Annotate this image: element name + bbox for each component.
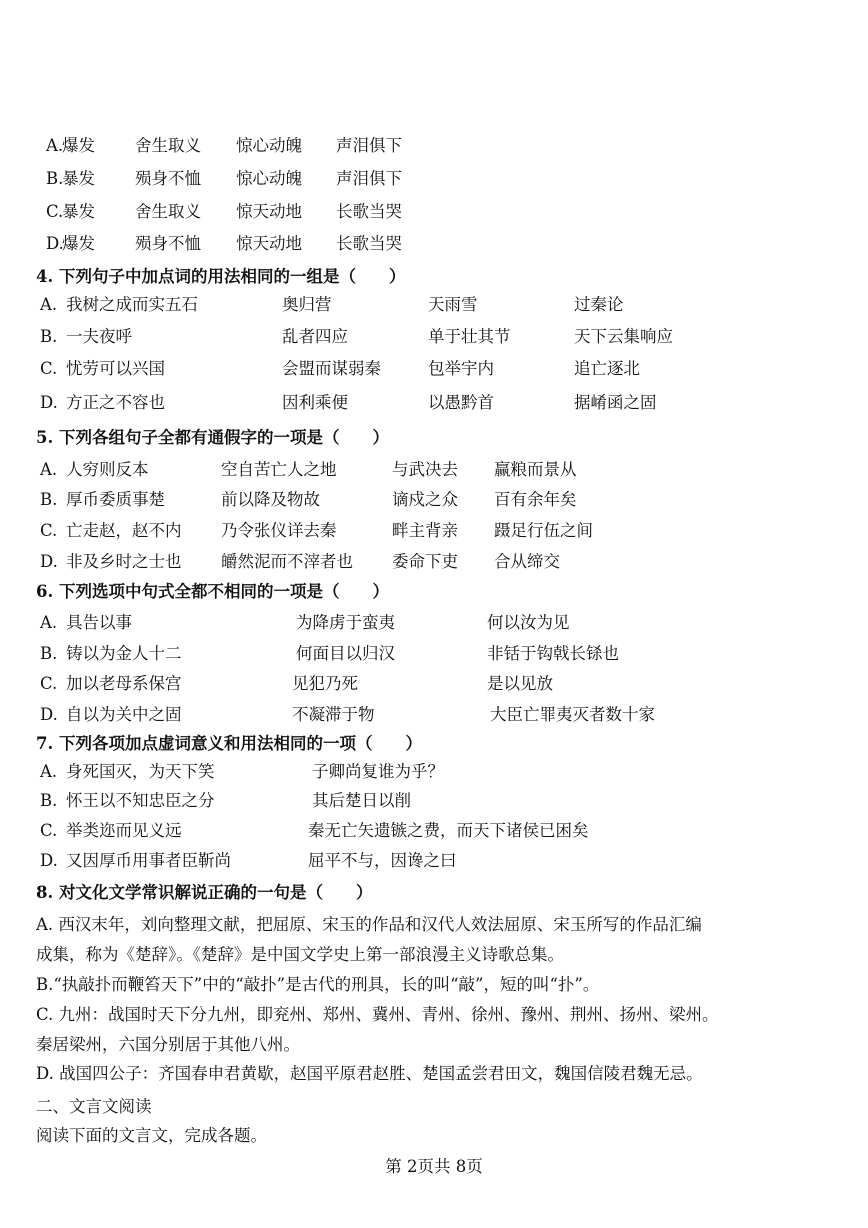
q7-option-c: C. 举类迩而见义远 秦无亡矢遗镞之费，而天下诸侯已困矣 xyxy=(40,821,589,840)
q6-option-c: C. 加以老母系保宫 见犯乃死 是以见放 xyxy=(40,674,553,693)
q7-option-d: D. 又因厚币用事者臣靳尚 屈平不与，因谗之曰 xyxy=(40,851,457,870)
q4-stem: 4. 下列句子中加点词的用法相同的一组是（ ） xyxy=(36,267,406,286)
q8-line-1: A. 西汉末年，刘向整理文献，把屈原、宋玉的作品和汉代人效法屈原、宋玉所写的作品汇编 xyxy=(36,915,702,934)
q6-stem: 6. 下列选项中句式全都不相同的一项是（ ） xyxy=(36,582,389,601)
q7-option-a: A. 身死国灭，为天下笑 子卿尚复谁为乎？ xyxy=(40,762,444,781)
q6-option-a: A. 具告以事 为降虏于蛮夷 何以汝为见 xyxy=(40,613,570,632)
q4-option-c: C. 忧劳可以兴国 会盟而谋弱秦 包举宇内 追亡逐北 xyxy=(40,359,640,378)
q3-option-a: A. 爆发 舍生取义 惊心动魄 声泪俱下 xyxy=(46,136,402,155)
q5-option-b: B. 厚币委质事楚 前以降及物故 谪戍之众 百有余年矣 xyxy=(40,490,577,509)
q4-option-b: B. 一夫夜呼 乱者四应 单于壮其节 天下云集响应 xyxy=(40,327,673,346)
q6-option-b: B. 铸以为金人十二 何面目以归汉 非铦于钩戟长铩也 xyxy=(40,644,619,663)
q5-option-c: C. 亡走赵，赵不内 乃令张仪详去秦 畔主背亲 蹑足行伍之间 xyxy=(40,521,593,540)
q5-stem: 5. 下列各组句子全都有通假字的一项是（ ） xyxy=(36,428,389,447)
section-title: 二、文言文阅读 xyxy=(36,1097,152,1116)
q3-option-b: B. 暴发 殒身不恤 惊心动魄 声泪俱下 xyxy=(46,169,402,188)
section-instruction: 阅读下面的文言文，完成各题。 xyxy=(36,1126,267,1145)
page-footer: 第 2页共 8页 xyxy=(385,1157,483,1176)
q4-option-d: D. 方正之不容也 因利乘便 以愚黔首 据崤函之固 xyxy=(40,393,657,412)
q7-stem: 7. 下列各项加点虚词意义和用法相同的一项（ ） xyxy=(36,734,422,753)
q5-option-a: A. 人穷则反本 空自苦亡人之地 与武决去 赢粮而景从 xyxy=(40,460,577,479)
q8-line-5: 秦居梁州，六国分别居于其他八州。 xyxy=(36,1035,300,1054)
q8-stem: 8. 对文化文学常识解说正确的一句是（ ） xyxy=(36,883,373,902)
q7-option-b: B. 怀王以不知忠臣之分 其后楚日以削 xyxy=(40,791,411,810)
q6-option-d: D. 自以为关中之固 不凝滞于物 大臣亡罪夷灭者数十家 xyxy=(40,705,655,724)
q4-option-a: A. 我树之成而实五石 奥归营 天雨雪 过秦论 xyxy=(40,295,624,314)
q3-option-c: C. 暴发 舍生取义 惊天动地 长歌当哭 xyxy=(46,202,402,221)
q8-line-6: D. 战国四公子：齐国春申君黄歇，赵国平原君赵胜、楚国孟尝君田文，魏国信陵君魏无忌。 xyxy=(36,1064,703,1083)
q8-line-3: B.“执敲扑而鞭笞天下”中的“敲扑”是古代的刑具，长的叫“敲”，短的叫“扑”。 xyxy=(36,975,600,994)
q8-line-2: 成集，称为《楚辞》。《楚辞》是中国文学史上第一部浪漫主义诗歌总集。 xyxy=(36,945,564,964)
q8-line-4: C. 九州：战国时天下分九州，即兖州、郑州、冀州、青州、徐州、豫州、荆州、扬州、梁州。 xyxy=(36,1005,719,1024)
q3-option-d: D. 爆发 殒身不恤 惊天动地 长歌当哭 xyxy=(46,234,402,253)
q5-option-d: D. 非及乡时之士也 皭然泥而不滓者也 委命下吏 合从缔交 xyxy=(40,552,560,571)
